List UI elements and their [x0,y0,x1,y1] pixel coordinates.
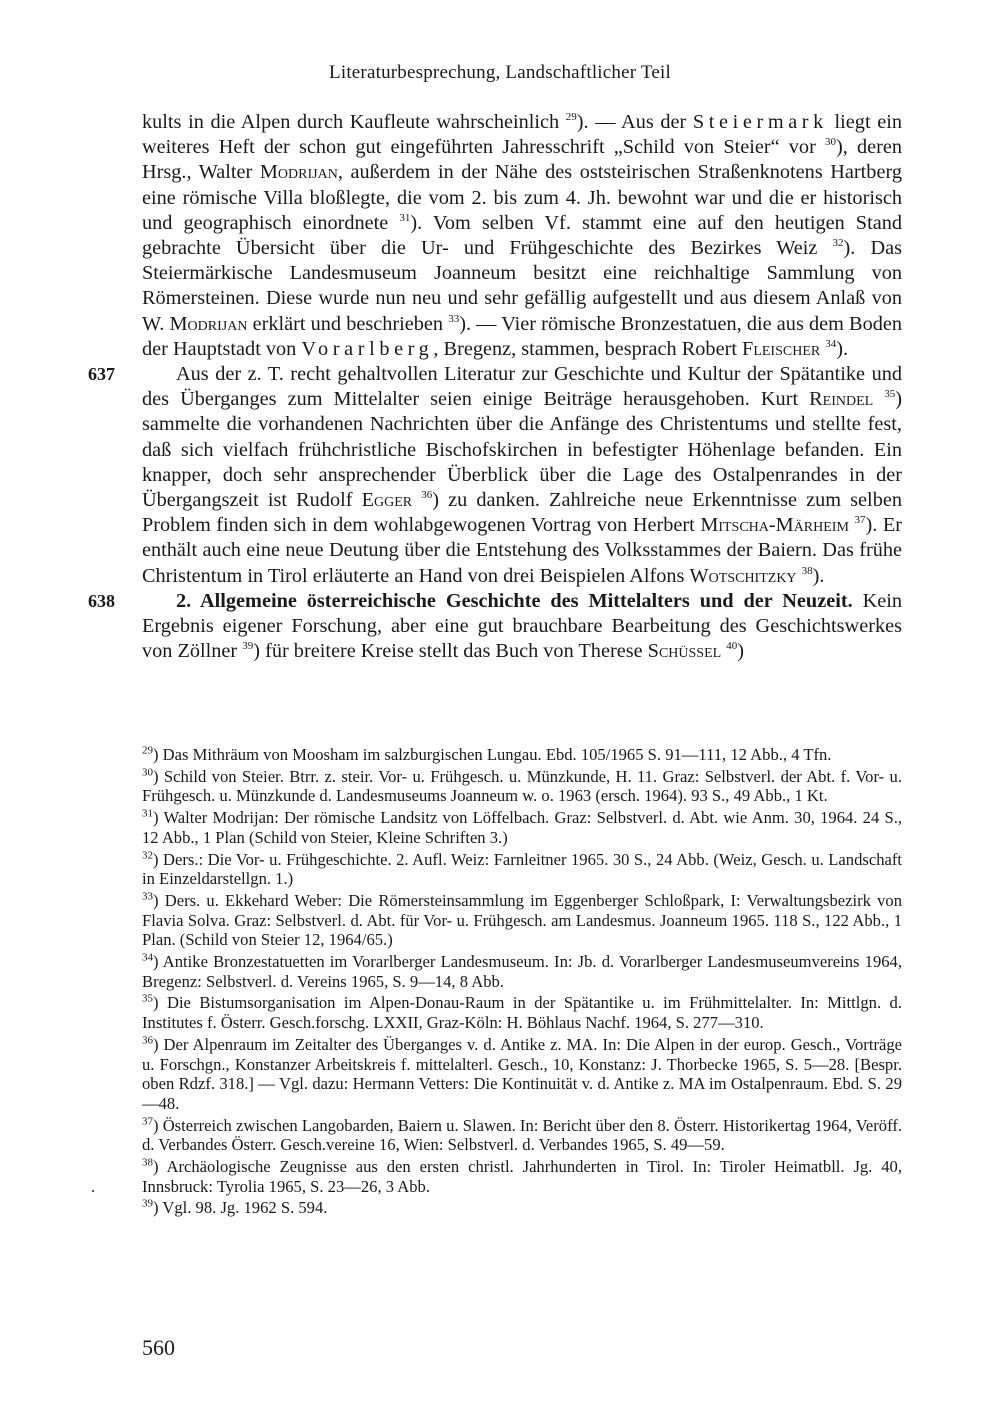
text-span: ), deren Hrsg., Walter [142,136,902,184]
footnote-text: ) Walter Modrijan: Der römische Landsitz von Löffelbach. Graz: Selbstverl. d. Abt. wie Anm. 30, 1964. 24 S., 12 Abb., 1 Plan (Schild von Steier, Kleine Schriften 3.) [142,808,902,847]
paragraph-638 [88,589,903,665]
scan-speck [92,1190,94,1192]
text-span: ). — Aus der [576,111,693,133]
text-span: ). [812,564,825,587]
footnotes [142,745,902,1220]
footnote-text: ) Ders. u. Ekkehard Weber: Die Römersteinsammlung im Eggenberger Schloßpark, I: Verwaltungsbezirk von Flavia Solva. Graz: Selbstverl. d. Abt. für Vor- u. Frühgesch. am Landesmus. Joanneum 1965. 118 S., 122 Abb., 1 Plan. (Schild von Steier 12, 1964/65.) [142,890,902,950]
footnote [142,808,902,847]
text-span: kults in die Alpen durch Kaufleute wahrscheinlich [142,111,566,133]
footnote [142,1035,902,1114]
paragraph-637 [88,362,902,589]
footnote-mark: 30 [142,766,153,779]
text-span: ) [737,640,745,663]
author-name: Modrijan [259,161,338,184]
note-ref: 32 [832,237,844,250]
text-span: ). Das Steiermärkische Landesmuseum Joanneum besitzt eine reichhaltige Sammlung von Römersteinen. Diese wurde nun neu und sehr gefällig aufgestellt und aus diesem Anlaß von W. [142,237,902,335]
footnote-mark: 32 [142,848,153,861]
text-span: ). Vom selben Vf. stammt eine auf den heutigen Stand gebrachte Übersicht über die Ur- und Frühgeschichte des Bezirkes Weiz [142,211,902,260]
footnote [142,993,902,1032]
note-ref: 38 [801,564,813,577]
footnote [142,952,902,991]
footnote-mark: 38 [142,1156,153,1169]
body-text [88,110,903,664]
footnote-mark: 33 [142,890,153,903]
author-name: Egger [361,489,413,512]
note-ref: 40 [726,640,738,653]
text-span: ) für breitere Kreise stellt das Buch von Therese [253,640,648,663]
page-number: 560 [142,1335,175,1360]
footnote-text: ) Der Alpenraum im Zeitalter des Überganges v. d. Antike z. MA. In: Die Alpen in der europ. Gesch., Vorträge u. Forschgn., Konstanzer Arbeitskreis f. mittelalterl. Gesch., 10, Konstanz: J. Thorbecke 1965, S. 5—28. [Bespr. oben Rdzf. 318.] — Vgl. dazu: Hermann Vetters: Die Kontinuität v. d. Antike z. MA im Ostalpenraum. Ebd. S. 29—48. [142,1034,902,1113]
author-name: Fleischer [742,337,821,360]
paragraph-continued [142,110,902,362]
footnote-mark: 36 [142,1034,153,1047]
text-span: liegt ein weiteres Heft der schon gut eingeführten Jahresschrift „Schild von Steier“ vor [142,111,902,159]
note-ref: 36 [421,489,433,502]
author-name: Mitscha-Märheim [700,514,849,537]
spaced-region-name: Steiermark [692,111,828,133]
note-ref: 35 [884,388,896,401]
text-span: erklärt und beschrieben [247,312,449,335]
section-heading: 2. Allgemeine österreichische Geschichte des Mittelalters und der Neuzeit. [176,589,853,612]
margin-number: 638 [88,590,115,611]
note-ref: 33 [448,312,460,325]
footnote-mark: 39 [142,1197,153,1210]
footnote [142,850,902,889]
note-ref: 30 [824,136,836,149]
footnote-text: ) Österreich zwischen Langobarden, Baiern u. Slawen. In: Bericht über den 8. Österr. Historikertag 1964, Veröff. d. Verbandes Österr. Gesch.vereine 16, Wien: Selbstverl. d. Verbandes 1965, S. 49—59. [142,1115,902,1155]
footnote-mark: 37 [142,1115,153,1128]
margin-number: 637 [88,364,115,385]
text-span [412,489,421,511]
footnote [142,1157,902,1196]
footnote [142,745,902,765]
text-span [873,388,884,410]
footnote-text: ) Vgl. 98. Jg. 1962 S. 594. [153,1198,328,1218]
footnote [142,1198,902,1218]
footnote-mark: 34 [142,951,153,964]
text-span: ) sammelte die vorhandenen Nachrichten über die Anfänge des Christentums und stellte fest, daß sich vielfach frühchristliche Bischofskirchen in befestigter Höhenlage befanden. Ein knapper, doch sehr ansprechender Überblick über die Lage des Ostalpenrandes in der Übergangszeit ist Rudolf [142,388,902,512]
running-head: Literaturbesprechung, Landschaftlicher Teil [329,62,671,83]
note-ref: 31 [399,212,411,225]
author-name: Modrijan [169,312,248,335]
footnote [142,891,902,950]
footnote-text: ) Schild von Steier. Btrr. z. steir. Vor- u. Frühgesch. u. Münzkunde, H. 11. Graz: Selbstverl. der Abt. f. Vor- u. Frühgesch. u. Münzkunde d. Landesmuseums Joanneum w. o. 1963 (ersch. 1964). 93 S., 49 Abb., 1 Kt. [142,766,902,806]
footnote-mark: 35 [142,992,153,1005]
footnote-text: ) Antike Bronzestatuetten im Vorarlberger Landesmuseum. In: Jb. d. Vorarlberger Landesmuseumvereins 1964, Bregenz: Selbstverl. d. Vereins 1965, S. 9—14, 8 Abb. [142,952,902,991]
footnote-text: ) Archäologische Zeugnisse aus den ersten christl. Jahrhunderten in Tirol. In: Tiroler Heimatbll. Jg. 40, Innsbruck: Tyrolia 1965, S. 23—26, 3 Abb. [142,1157,902,1196]
footnote-text: ) Die Bistumsorganisation im Alpen-Donau-Raum in der Spätantike u. im Frühmittelalter. In: Mittlgn. d. Institutes f. Österr. Gesch.forschg. LXXII, Graz-Köln: H. Böhlaus Nachf. 1964, S. 277—310. [142,993,902,1033]
note-ref: 39 [242,640,254,653]
note-ref: 34 [825,338,837,351]
author-name: Reindel [809,388,874,411]
footnote-text: ) Das Mithräum von Moosham im salzburgischen Lungau. Ebd. 105/1965 S. 91—111, 12 Abb., 4 Tfn. [153,745,832,764]
text-span: ). — Vier römische Bronzestatuen, die aus dem Boden der Hauptstadt von [142,312,902,360]
footnote-text: ) Ders.: Die Vor- u. Frühgeschichte. 2. Aufl. Weiz: Farnleitner 1965. 30 S., 24 Abb. (Weiz, Gesch. u. Landschaft in Einzeldarstellgn. 1.) [142,849,902,889]
text-span: Kein Ergebnis eigener Forschung, aber eine gut brauchbare Bearbeitung des Geschichtswerkes von Zöllner [142,589,903,663]
note-ref: 29 [565,111,577,124]
author-name: Schüssel [647,640,722,663]
text-span: ) zu danken. Zahlreiche neue Erkenntnisse zum selben Problem finden sich in dem wohlabgewogenen Vortrag von Herbert [142,489,902,537]
footnote-mark: 31 [142,807,153,820]
author-name: Wotschitzky [689,564,797,587]
footnote [142,1116,902,1155]
footnote-mark: 29 [142,744,153,757]
text-span: , außerdem in der Nähe des oststeirischen Straßenknotens Hartberg eine römische Villa bloßlegte, die vom 2. bis zum 4. Jh. bewohnt war und die er historisch und geographisch einordnete [142,161,902,234]
text-span: Aus der z. T. recht gehaltvollen Literatur zur Geschichte und Kultur der Spätantike und des Überganges zum Mittelalter seien einige Beiträge herausgehoben. Kurt [142,363,902,411]
text-span: ). Er enthält auch eine neue Deutung über die Entstehung des Volksstammes der Baiern. Das frühe Christentum in Tirol erläuterte an Hand von drei Beispielen Alfons [142,514,902,587]
spaced-region-name: Vorarlberg [301,337,434,360]
note-ref: 37 [854,514,866,527]
text-span: , Bregenz, stammen, besprach Robert [433,337,743,360]
footnote [142,767,902,806]
text-span: ). [836,337,849,360]
